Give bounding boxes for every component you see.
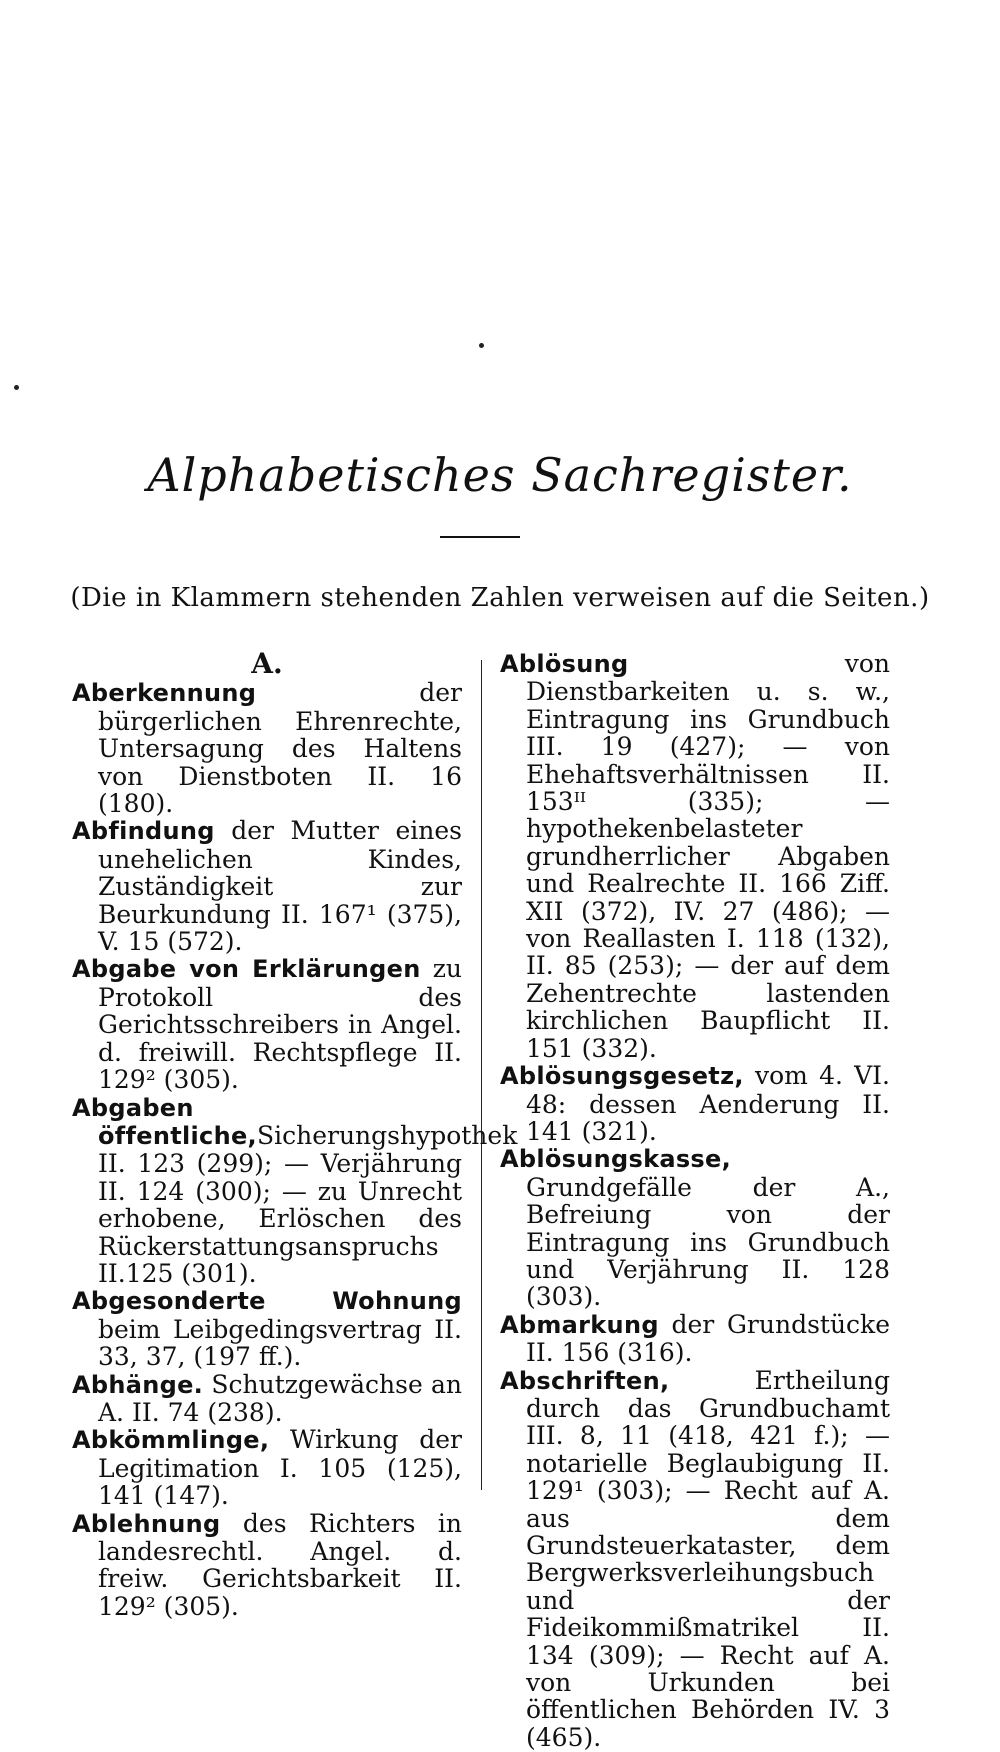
- entry-text: der Grundstücke II. 156 (316).: [526, 1309, 890, 1368]
- entry-text: beim Leibgedingsvertrag II. 33, 37, (197 ff.).: [98, 1314, 462, 1372]
- entry-text: vom 4. VI. 48: dessen Aenderung II. 141 (321).: [526, 1061, 890, 1146]
- index-entry: [72, 955, 462, 1093]
- entry-headword: Abkömmlinge,: [72, 1426, 270, 1455]
- entry-text: Wirkung der Legitimation I. 105 (125), 141 (147).: [98, 1425, 462, 1511]
- index-entry: [72, 1287, 462, 1370]
- entry-headword: Abhänge.: [72, 1370, 204, 1399]
- entry-text: der Mutter eines unehelichen Kindes, Zuständigkeit zur Beurkundung II. 167¹ (375), V. 15 (572).: [98, 816, 462, 957]
- index-entry: [72, 679, 462, 817]
- speck-mark: [14, 385, 19, 390]
- entry-headword: Aberkennung: [72, 679, 257, 708]
- index-entry: [500, 1367, 890, 1752]
- entry-text: Schutzgewächse an A. II. 74 (238).: [98, 1369, 462, 1427]
- entry-headword: Ablehnung: [72, 1509, 221, 1538]
- index-entry: [500, 1311, 890, 1367]
- index-entry: [72, 1371, 462, 1427]
- entry-text: Ertheilung durch das Grundbuchamt III. 8, 11 (418, 421 f.); — notarielle Beglaubigung II. 129¹ (303); — Recht auf A. aus dem Grundsteuerkataster, dem Bergwerksverleihungsbuch und der Fideikommißmatrikel II. 134 (309); — Recht auf A. von Urkunden bei öffentlichen Behörden IV. 3 (465).: [526, 1365, 890, 1752]
- title-rule: [440, 536, 520, 538]
- index-entry: [500, 650, 890, 1062]
- entry-text: Grundgefälle der A., Befreiung von der Eintragung ins Grundbuch und Verjährung II. 128 (303).: [526, 1172, 890, 1312]
- page-title: Alphabetisches Sachregister.: [147, 448, 853, 502]
- index-entry: [72, 1510, 462, 1621]
- entry-headword: Abgesonderte Wohnung: [72, 1287, 462, 1316]
- index-entry: [500, 1062, 890, 1145]
- entry-headword: Ablösungskasse,: [500, 1145, 732, 1174]
- entry-headword: Abmarkung: [500, 1310, 659, 1339]
- index-entry: [72, 1093, 518, 1288]
- entry-text: Sicherungshypothek II. 123 (299); — Verjährung II. 124 (300); — zu Unrecht erhobene, Erlöschen des Rückerstattungsanspruchs II.125 (301).: [98, 1120, 518, 1288]
- entry-headword: Abgabe von Erklärungen: [72, 955, 421, 984]
- entry-headword: Abschriften,: [500, 1366, 670, 1395]
- entry-text: des Richters in landesrechtl. Angel. d. freiw. Gerichtsbarkeit II. 129² (305).: [98, 1508, 462, 1621]
- index-column-left: [72, 647, 518, 1621]
- page-subtitle: (Die in Klammern stehenden Zahlen verweisen auf die Seiten.): [70, 583, 930, 613]
- column-divider: [481, 660, 482, 1490]
- entry-headword: Abfindung: [72, 817, 215, 846]
- index-entry: [72, 817, 462, 955]
- index-entry: [500, 1145, 890, 1310]
- index-entry: [72, 1426, 462, 1509]
- entry-text: zu Protokoll des Gerichtsschreibers in Angel. d. freiwill. Rechtspflege II. 129² (305).: [98, 954, 462, 1095]
- section-letter: A.: [251, 647, 283, 680]
- entry-headword: Ablösungsgesetz,: [500, 1062, 744, 1091]
- speck-mark: [479, 343, 484, 348]
- entry-text: von Dienstbarkeiten u. s. w., Eintragung ins Grundbuch III. 19 (427); — von Ehehaftsverhältnissen II. 153ᴵᴵ (335); — hypothekenbelasteter grundherrlicher Abgaben und Realrechte II. 166 Ziff. XII (372), IV. 27 (486); — von Reallasten I. 118 (132), II. 85 (253); — der auf dem Zehentrechte lastenden kirchlichen Baupflicht II. 151 (332).: [526, 649, 890, 1063]
- entry-headword: Ablösung: [500, 650, 629, 678]
- entry-headword: Abgaben öffentliche,: [72, 1093, 257, 1150]
- index-column-right: [500, 650, 890, 1751]
- entry-text: der bürgerlichen Ehrenrechte, Untersagung des Haltens von Dienstboten II. 16 (180).: [98, 678, 462, 819]
